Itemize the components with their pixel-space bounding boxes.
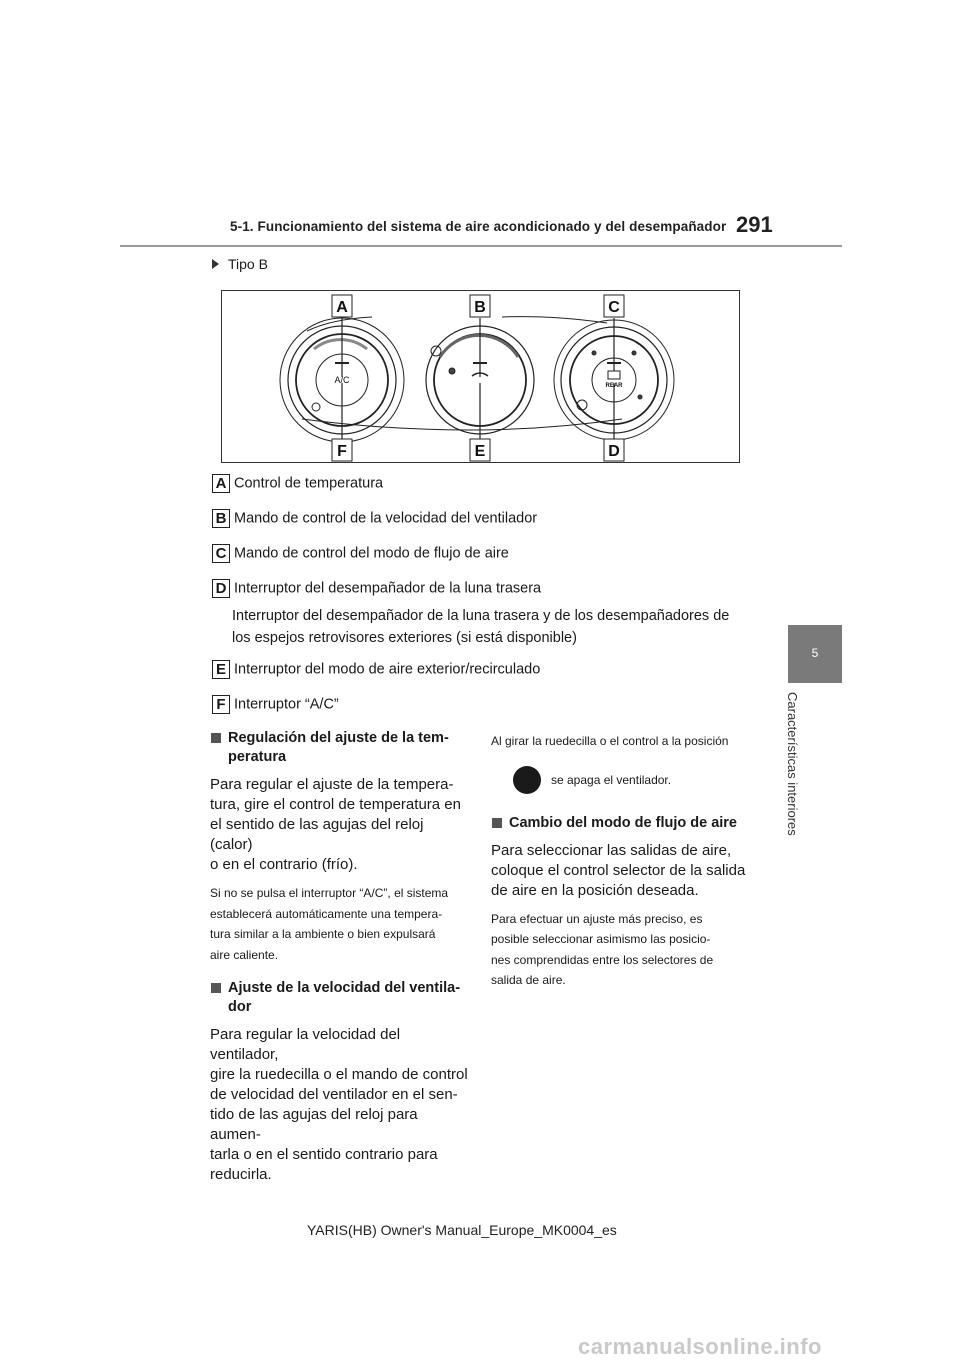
- legend-letter: D: [212, 579, 230, 598]
- callout-b: B: [474, 299, 486, 316]
- legend-letter: F: [212, 695, 230, 714]
- legend-letter: E: [212, 660, 230, 679]
- heading-line: peratura: [228, 749, 287, 765]
- climate-panel-illustration: [222, 291, 739, 462]
- watermark: carmanualsonline.info: [578, 1334, 822, 1359]
- subheading: [212, 256, 268, 272]
- heading-line: dor: [228, 999, 252, 1015]
- body-line: coloque el control selector de la salida: [491, 861, 746, 879]
- section-heading-fan-speed: [210, 979, 470, 1017]
- legend-letter: C: [212, 544, 230, 563]
- body-line: de aire en la posición deseada.: [491, 881, 699, 899]
- left-column: [210, 729, 470, 1185]
- body-line: tido de las agujas del reloj para aumen-: [210, 1106, 418, 1143]
- note-line: tura similar a la ambiente o bien expulsará: [210, 927, 436, 941]
- legend-item-b: [212, 509, 537, 529]
- callout-c: C: [608, 299, 620, 316]
- legend-item-c: [212, 544, 509, 564]
- legend-text: Control de temperatura: [234, 475, 384, 492]
- body-line: Para regular la velocidad del ventilador,: [210, 1026, 401, 1063]
- legend-text: Mando de control de la velocidad del ventilador: [234, 510, 538, 527]
- legend-item-d: [212, 579, 541, 599]
- legend-text: Interruptor del modo de aire exterior/recirculado: [234, 661, 541, 678]
- section-header-title: 5-1. Funcionamiento del sistema de aire acondicionado y del desempañador: [230, 219, 727, 234]
- ac-label: A/C: [334, 375, 350, 385]
- legend-d-detail-line: Interruptor del desempañador de la luna trasera y de los desempañadores de: [232, 608, 730, 624]
- body-line: tarla o en el sentido contrario para: [210, 1146, 438, 1163]
- body-line: tura, gire el control de temperatura en: [210, 796, 461, 813]
- chapter-label-text: Características interiores: [785, 692, 800, 836]
- body-line: gire la ruedecilla o el mando de control: [210, 1066, 468, 1083]
- airflow-mode-note: [491, 909, 761, 991]
- legend-item-a: [212, 474, 383, 494]
- heading-line: Ajuste de la velocidad del ventila-: [228, 980, 461, 996]
- section-heading-temperature: [210, 729, 470, 767]
- off-position-dot-icon: [513, 766, 541, 794]
- page-footer: YARIS(HB) Owner's Manual_Europe_MK0004_es: [307, 1222, 617, 1238]
- legend-text: Interruptor del desempañador de la luna trasera: [234, 580, 542, 597]
- chapter-label: [785, 692, 808, 852]
- legend-letter: B: [212, 509, 230, 528]
- fan-off-position: [491, 760, 761, 800]
- header-divider: [120, 245, 842, 247]
- body-line: o en el contrario (frío).: [210, 856, 358, 873]
- legend-letter: A: [212, 474, 230, 493]
- body-line: el sentido de las agujas del reloj (calor): [210, 816, 424, 853]
- fan-off-note: Al girar la ruedecilla o el control a la posición: [491, 734, 729, 748]
- fan-off-text: se apaga el ventilador.: [551, 772, 672, 787]
- callout-f: F: [337, 443, 347, 460]
- page-number: 291: [736, 212, 773, 237]
- right-column: [491, 731, 761, 991]
- legend-item-f: [212, 695, 339, 715]
- note-line: Si no se pulsa el interruptor “A/C”, el sistema: [210, 886, 449, 900]
- legend-text: Interruptor “A/C”: [234, 696, 339, 713]
- fan-speed-body: [210, 1025, 470, 1185]
- note-line: establecerá automáticamente una tempera-: [210, 906, 443, 921]
- callout-a: A: [336, 299, 348, 316]
- note-line: Para efectuar un ajuste más preciso, es: [491, 911, 703, 926]
- temperature-body: [210, 775, 470, 875]
- body-line: de velocidad del ventilador en el sen-: [210, 1086, 458, 1103]
- section-heading-airflow-mode: Cambio del modo de flujo de aire: [491, 814, 761, 833]
- note-line: salida de aire.: [491, 973, 566, 987]
- chapter-number: 5: [811, 646, 819, 660]
- airflow-mode-body: [491, 841, 761, 901]
- note-line: aire caliente.: [210, 947, 279, 962]
- legend-d-detail: [232, 605, 752, 649]
- heading-line: Regulación del ajuste de la tem-: [228, 730, 449, 746]
- legend-text: Mando de control del modo de flujo de aire: [234, 545, 509, 562]
- callout-e: E: [474, 443, 486, 460]
- rear-label: REAR: [605, 383, 623, 389]
- body-line: Para regular el ajuste de la tempera-: [210, 776, 454, 793]
- note-line: nes comprendidas entre los selectores de: [491, 952, 714, 967]
- legend-item-e: [212, 660, 540, 680]
- triangle-bullet-icon: [212, 259, 219, 269]
- subheading-text: Tipo B: [228, 256, 268, 272]
- body-line: Para seleccionar las salidas de aire,: [491, 841, 732, 859]
- callout-d: D: [608, 443, 620, 460]
- legend-d-detail-line: los espejos retrovisores exteriores (si está disponible): [232, 630, 577, 646]
- temperature-note: [210, 883, 470, 965]
- climate-control-figure: [221, 290, 740, 463]
- note-line: posible seleccionar asimismo las posicio-: [491, 932, 711, 946]
- body-line: reducirla.: [210, 1166, 272, 1183]
